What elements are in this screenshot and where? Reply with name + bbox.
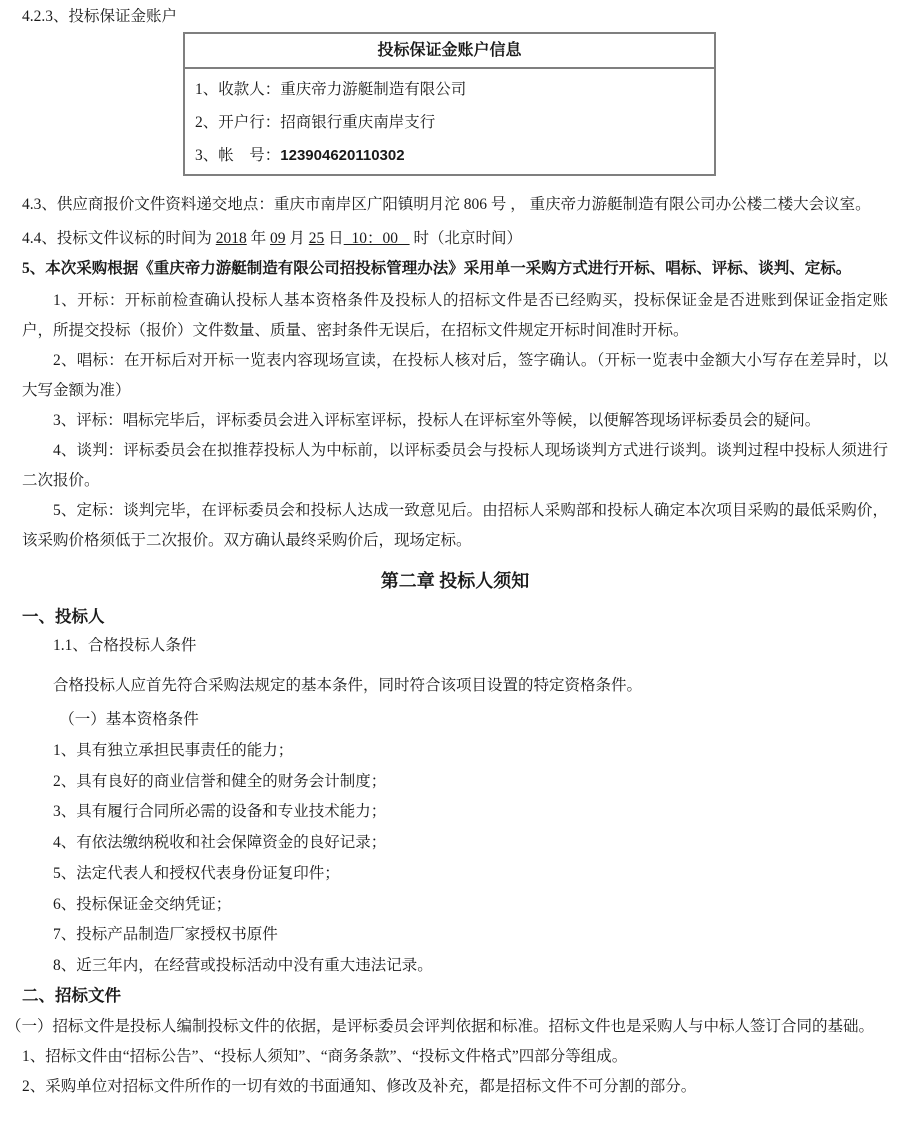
deposit-bank-row: 2、开户行：招商银行重庆南岸支行 [195,114,436,131]
procedure-paragraphs [22,286,888,556]
tender-documents-item: （一）招标文件是投标人编制投标文件的依据，是评标委员会评判依据和标准。招标文件也是采购人与中标人签订合同的基础。 [6,1017,875,1035]
procedure-open-bid: 1、开标：开标前检查确认投标人基本资格条件及投标人的招标文件是否已经购买，投标保证金是否进账到保证金指定账户，所提交投标（报价）文件数量、质量、密封条件无误后，在招标文件规定开标时间准时开标。 [22,292,888,339]
deposit-table-title: 投标保证金账户信息 [185,34,714,69]
qualification-item: 7、投标产品制造厂家授权书原件 [53,926,278,944]
procedure-award: 5、定标：谈判完毕，在评标委员会和投标人达成一致意见后。由招标人采购部和投标人确定本次项目采购的最低采购价，该采购价格须低于二次报价。双方确认最终采购价后，现场定标。 [22,502,888,549]
bid-day-value: 25 [308,230,325,247]
qualification-item: 8、近三年内，在经营或投标活动中没有重大违法记录。 [53,956,433,974]
account-number-label: 3、帐 号： [195,147,281,164]
bid-time-prefix: 4.4、投标文件议标的时间为 [22,230,216,247]
qualification-item: 5、法定代表人和授权代表身份证复印件； [53,864,340,882]
section-1-1-heading: 1.1、合格投标人条件 [53,637,197,654]
procedure-read-bid: 2、唱标：在开标后对开标一览表内容现场宣读，在投标人核对后，签字确认。（开标一览表中金额大小写存在差异时，以大写金额为准） [22,352,888,399]
bid-time-value: 10：00 [343,230,410,247]
section-1-1-body: 合格投标人应首先符合采购法规定的基本条件，同时符合该项目设置的特定资格条件。 [53,677,643,694]
deposit-table-body [185,69,714,174]
account-number-value: 123904620110302 [280,147,405,164]
qualification-item: 6、投标保证金交纳凭证； [53,895,232,913]
procedure-negotiate: 4、谈判：评标委员会在拟推荐投标人为中标前，以评标委员会与投标人现场谈判方式进行谈判。谈判过程中投标人须进行二次报价。 [22,442,888,489]
basic-qualification-heading: （一）基本资格条件 [59,711,199,728]
deposit-account-table [183,32,716,176]
section-4-4 [22,224,888,254]
section-4-2-3-heading: 4.2.3、投标保证金账户 [22,8,178,25]
chapter-2-title: 第二章 投标人须知 [380,571,530,591]
deposit-account-row [195,139,706,172]
bid-month-value: 09 [270,230,286,247]
year-unit: 年 [246,230,271,247]
qualification-item: 2、具有良好的商业信誉和健全的财务会计制度； [53,772,387,790]
deposit-payee-row: 1、收款人：重庆帝力游艇制造有限公司 [195,81,467,98]
tender-documents-item: 1、招标文件由“招标公告”、“投标人须知”、“商务条款”、“投标文件格式”四部分等组成。 [22,1047,628,1065]
day-unit: 日 [324,230,344,247]
section-bidder-heading: 一、投标人 [22,607,105,626]
bid-time-suffix: 时（北京时间） [409,230,522,247]
qualification-item: 1、具有独立承担民事责任的能力； [53,742,294,759]
tender-documents-paragraphs [6,1012,888,1102]
bid-year-value: 2018 [215,230,247,247]
procedure-evaluate-bid: 3、评标：唱标完毕后，评标委员会进入评标室评标，投标人在评标室外等候，以便解答现场评标委员会的疑问。 [53,412,821,429]
month-unit: 月 [285,230,309,247]
section-tender-documents-heading: 二、招标文件 [22,985,121,1005]
tender-documents-item: 2、采购单位对招标文件所作的一切有效的书面通知、修改及补充，都是招标文件不可分割的部分。 [22,1077,697,1095]
qualification-item: 4、有依法缴纳税收和社会保障资金的良好记录； [53,834,387,852]
qualification-list [22,736,888,982]
qualification-item: 3、具有履行合同所必需的设备和专业技术能力； [53,803,387,821]
section-4-3: 4.3、供应商报价文件资料递交地点：重庆市南岸区广阳镇明月沱 806 号 ， 重庆帝力游艇制造有限公司办公楼二楼大会议室。 [22,196,871,213]
section-5-heading: 5、本次采购根据《重庆帝力游艇制造有限公司招投标管理办法》采用单一采购方式进行开标、唱标、评标、谈判、定标。 [22,260,852,277]
